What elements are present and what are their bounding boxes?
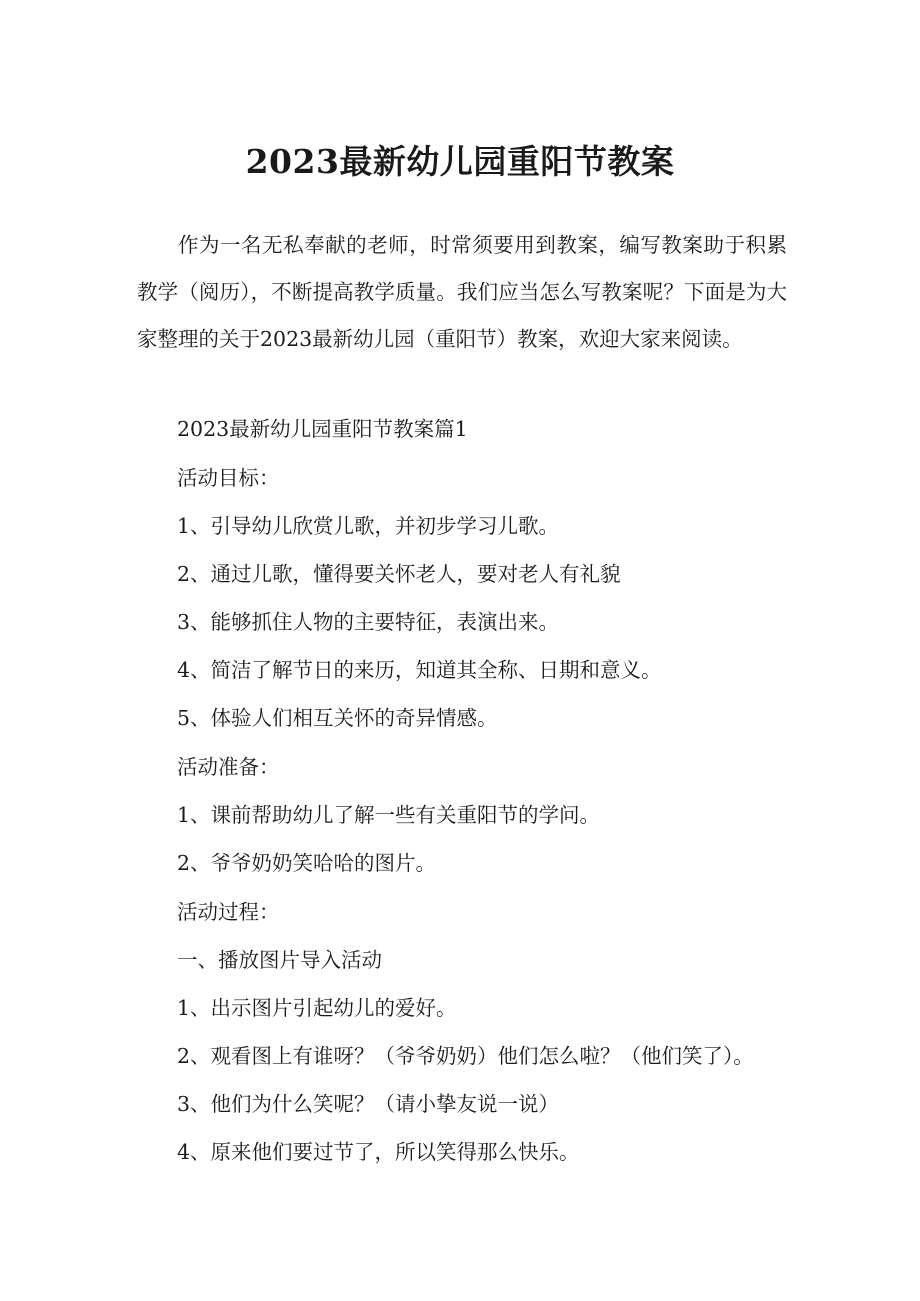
process-step: 4、原来他们要过节了，所以笑得那么快乐。: [177, 1140, 580, 1164]
goal-item: 4、简洁了解节日的来历，知道其全称、日期和意义。: [177, 658, 662, 682]
process-step: 3、他们为什么笑呢？（请小挚友说一说）: [177, 1092, 560, 1116]
process-heading: 活动过程：: [177, 900, 280, 924]
intro-paragraph: 作为一名无私奉献的老师，时常须要用到教案，编写教案助于积累教学（阅历），不断提高教学质量。我们应当怎么写教案呢？下面是为大家整理的关于2023最新幼儿园（重阳节）教案，欢迎大家来阅读。: [137, 233, 787, 351]
goal-item: 5、体验人们相互关怀的奇异情感。: [177, 706, 498, 730]
prep-heading: 活动准备：: [177, 755, 280, 779]
goal-item: 3、能够抓住人物的主要特征，表演出来。: [177, 610, 560, 634]
document-title: 2023最新幼儿园重阳节教案: [245, 142, 675, 181]
process-step: 1、出示图片引起幼儿的爱好。: [177, 996, 457, 1020]
prep-item: 2、爷爷奶奶笑哈哈的图片。: [177, 851, 437, 875]
prep-item: 1、课前帮助幼儿了解一些有关重阳节的学问。: [177, 803, 601, 827]
goals-heading: 活动目标：: [177, 466, 280, 490]
goal-item: 2、通过儿歌，懂得要关怀老人，要对老人有礼貌: [177, 562, 621, 586]
section-title: 2023最新幼儿园重阳节教案篇1: [177, 417, 468, 441]
process-step: 2、观看图上有谁呀？（爷爷奶奶）他们怎么啦？（他们笑了）。: [177, 1044, 754, 1068]
goal-item: 1、引导幼儿欣赏儿歌，并初步学习儿歌。: [177, 514, 560, 538]
part1-heading: 一、播放图片导入活动: [177, 948, 382, 972]
